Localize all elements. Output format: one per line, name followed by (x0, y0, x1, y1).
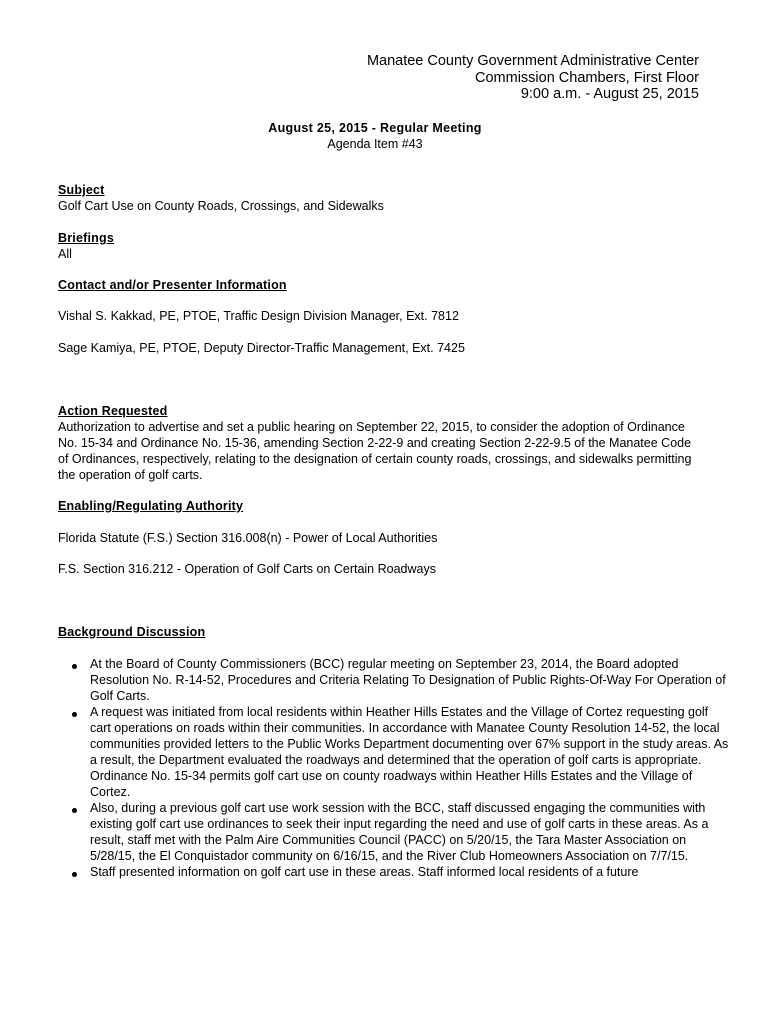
header-line-time: 9:00 a.m. - August 25, 2015 (520, 86, 699, 102)
action-requested-section (58, 403, 698, 483)
action-requested-heading: Action Requested (58, 404, 168, 418)
background-bullet-1: At the Board of County Commissioners (BCC) regular meeting on September 23, 2014, the Board adopted Resolution No. R-14-52, Procedures and Criteria Relating To Designation of Public Rights-Of-Way For Operation of Golf Carts. (90, 656, 730, 704)
contact-heading (58, 277, 698, 293)
background-bullet-list (58, 656, 730, 880)
background-bullet-3: Also, during a previous golf cart use work session with the BCC, staff discussed engaging the communities with existing golf cart use ordinances to seek their input regarding the need and use of golf carts in these areas. As a result, staff met with the Palm Aire Communities Council (PACC) on 5/20/15, the Tara Master Association on 5/28/15, the El Conquistador community on 6/16/15, and the River Club Homeowners Association on 7/7/15. (90, 800, 730, 864)
authority-item-1: Florida Statute (F.S.) Section 316.008(n) - Power of Local Authorities (58, 531, 438, 545)
contact-person-1: Vishal S. Kakkad, PE, PTOE, Traffic Design Division Manager, Ext. 7812 (58, 309, 459, 323)
authority-heading (58, 498, 698, 514)
subject-section (58, 182, 698, 214)
background-bullet-2: A request was initiated from local residents within Heather Hills Estates and the Village of Cortez requesting golf cart operations on roads within their communities. In accordance with Manatee County Resolution 14-52, the local communities provided letters to the Public Works Department documenting over 67% support in the study areas. As a result, the Department evaluated the roadways and determined that the operation of golf carts is appropriate. Ordinance No. 15-34 permits golf cart use on county roadways within Heather Hills Estates and the Village of Cortez. (90, 705, 729, 799)
authority-heading-text: Enabling/Regulating Authority (58, 499, 244, 513)
header-line-room: Commission Chambers, First Floor (475, 69, 699, 86)
meeting-location-header (367, 53, 699, 103)
background-heading (58, 624, 698, 640)
action-requested-text: Authorization to advertise and set a public hearing on September 22, 2015, to consider the adoption of Ordinance No. 15-34 and Ordinance No. 15-36, amending Section 2-22-9 and creating Section 2-22-9.5 of the Manatee Code of Ordinances, respectively, relating to the designation of certain county roads, crossings, and sidewalks permitting the operation of golf carts. (58, 420, 692, 482)
meeting-title: August 25, 2015 - Regular Meeting (268, 121, 482, 135)
briefings-text: All (58, 247, 72, 261)
header-line-building: Manatee County Government Administrative Center (366, 53, 699, 69)
background-bullet-4: Staff presented information on golf cart use in these areas. Staff informed local residents of a future (90, 864, 730, 880)
briefings-section (58, 230, 698, 262)
subject-heading: Subject (58, 183, 105, 197)
authority-item-2: F.S. Section 316.212 - Operation of Golf Carts on Certain Roadways (58, 562, 436, 576)
contact-person-2: Sage Kamiya, PE, PTOE, Deputy Director-Traffic Management, Ext. 7425 (58, 341, 465, 355)
subject-text: Golf Cart Use on County Roads, Crossings, and Sidewalks (58, 199, 384, 213)
background-heading-text: Background Discussion (58, 625, 206, 639)
agenda-item-number: Agenda Item #43 (327, 137, 423, 151)
briefings-heading: Briefings (58, 231, 114, 245)
meeting-title-block (0, 120, 750, 152)
contact-heading-text: Contact and/or Presenter Information (58, 278, 287, 292)
